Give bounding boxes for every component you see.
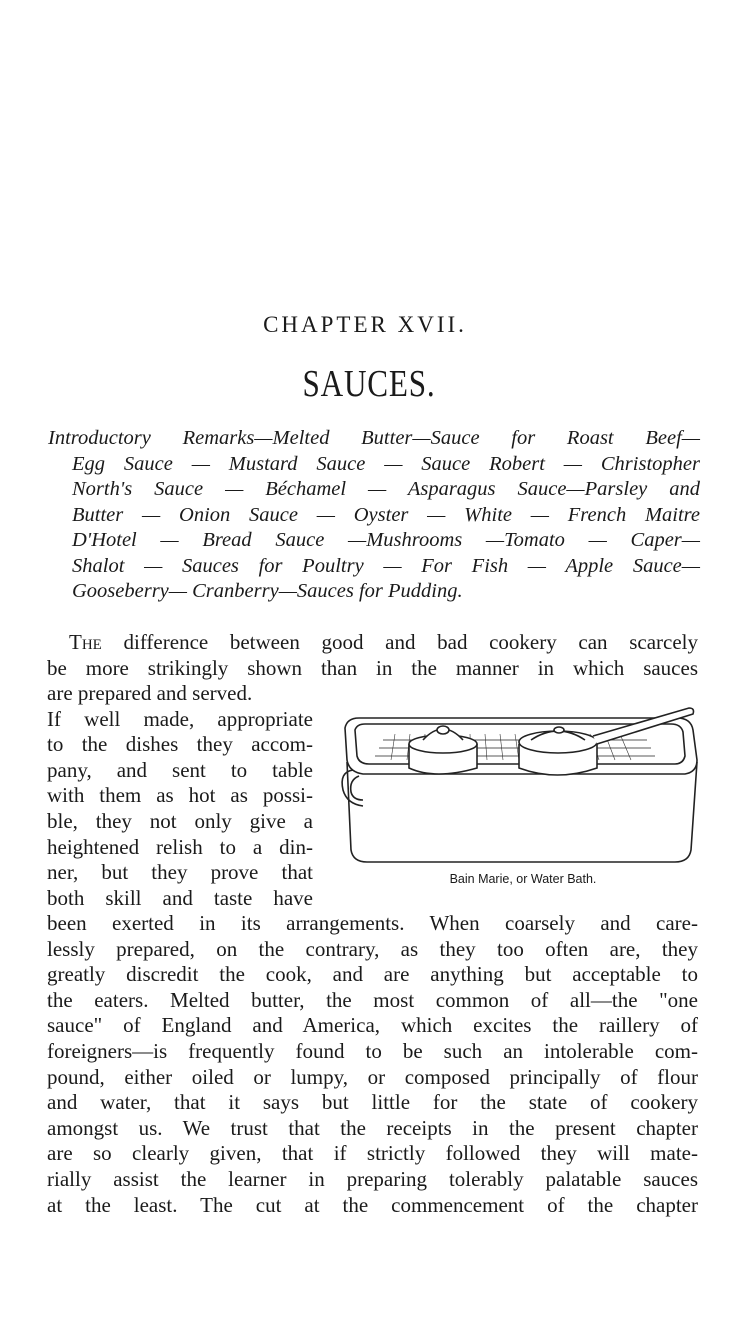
body-line: with them as hot as possi- bbox=[47, 783, 313, 808]
chapter-contents bbox=[48, 426, 700, 605]
body-line: ble, they not only give a bbox=[47, 808, 313, 833]
contents-line: D'Hotel — Bread Sauce —Mushrooms —Tomato — Caper— bbox=[72, 529, 700, 551]
body-text-bottom bbox=[47, 911, 698, 1218]
body-line: and water, that it says but little for the state of cookery bbox=[47, 1090, 698, 1115]
body-line: ner, but they prove that bbox=[47, 860, 313, 885]
body-line: to the dishes they accom- bbox=[47, 732, 313, 757]
body-line: greatly discredit the cook, and are anything but acceptable to bbox=[47, 962, 698, 987]
body-line: amongst us. We trust that the receipts in the present chapter bbox=[47, 1115, 698, 1140]
body-text-narrow bbox=[47, 681, 313, 911]
body-line: foreigners—is frequently found to be such an intolerable com- bbox=[47, 1038, 698, 1063]
contents-line: North's Sauce — Béchamel — Asparagus Sauce—Parsley and bbox=[72, 478, 700, 500]
body-line: The difference between good and bad cookery can scarcely bbox=[69, 630, 698, 654]
body-line: been exerted in its arrangements. When coarsely and care- bbox=[47, 911, 698, 935]
contents-line: Gooseberry— Cranberry—Sauces for Pudding. bbox=[72, 580, 463, 602]
bain-marie-drawing bbox=[335, 700, 700, 895]
bain-marie-illustration bbox=[335, 700, 700, 895]
figure-caption: Bain Marie, or Water Bath. bbox=[449, 872, 597, 886]
body-line: pany, and sent to table bbox=[47, 757, 313, 782]
body-line: both skill and taste have bbox=[47, 885, 313, 910]
body-line: pound, either oiled or lumpy, or composed principally of flour bbox=[47, 1064, 698, 1089]
body-line: rially assist the learner in preparing tolerably palatable sauces bbox=[47, 1166, 698, 1191]
contents-line: Egg Sauce — Mustard Sauce — Sauce Robert — Christopher bbox=[72, 452, 700, 475]
body-line: heightened relish to a din- bbox=[47, 834, 313, 859]
body-line: If well made, appropriate bbox=[47, 706, 313, 731]
drop-word: The bbox=[69, 630, 102, 654]
contents-line: Butter — Onion Sauce — Oyster — White — French Maitre bbox=[72, 503, 700, 526]
chapter-title: SAUCES. bbox=[302, 363, 436, 405]
contents-line: Introductory Remarks—Melted Butter—Sauce for Roast Beef— bbox=[48, 427, 700, 449]
body-line: lessly prepared, on the contrary, as they too often are, they bbox=[47, 936, 698, 961]
body-line: are so clearly given, that if strictly followed they will mate- bbox=[47, 1141, 698, 1166]
body-line: the eaters. Melted butter, the most common of all—the "one bbox=[47, 987, 698, 1012]
body-line: at the least. The cut at the commencement of the chapter bbox=[47, 1192, 698, 1217]
chapter-heading: CHAPTER XVII. bbox=[263, 312, 467, 337]
contents-line: Shalot — Sauces for Poultry — For Fish — Apple Sauce— bbox=[72, 554, 700, 577]
body-text-top bbox=[47, 630, 698, 681]
body-line: sauce" of England and America, which excites the raillery of bbox=[47, 1013, 698, 1038]
body-line: be more strikingly shown than in the manner in which sauces bbox=[47, 655, 698, 680]
body-line: are prepared and served. bbox=[47, 681, 253, 705]
